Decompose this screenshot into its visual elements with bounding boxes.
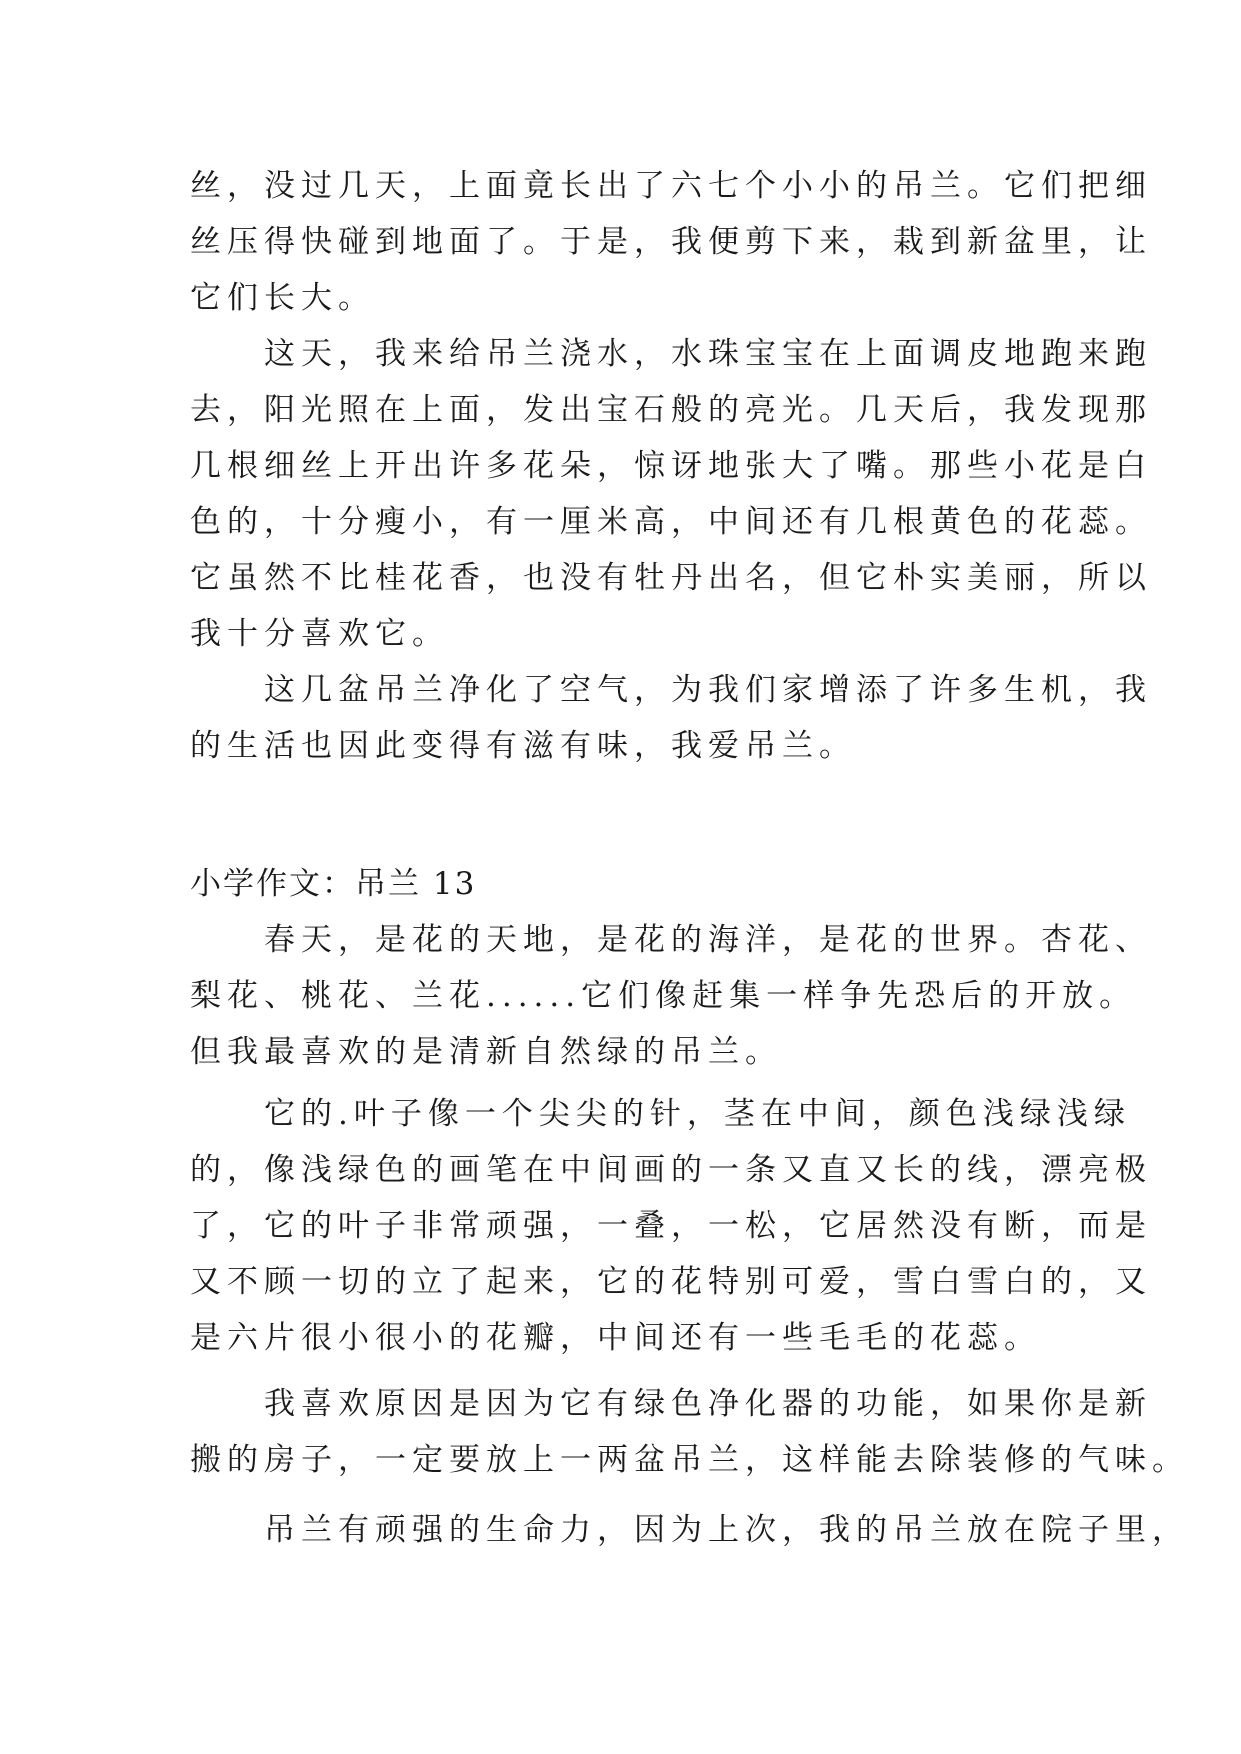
text-line: 它们长大。 [190, 280, 375, 316]
text-line: 几根细丝上开出许多花朵，惊讶地张大了嘴。那些小花是白 [190, 448, 1152, 484]
text-line: 丝，没过几天，上面竟长出了六七个小小的吊兰。它们把细 [190, 168, 1152, 204]
text-line: 这几盆吊兰净化了空气，为我们家增添了许多生机，我 [190, 672, 1152, 708]
text-line: 春天，是花的天地，是花的海洋，是花的世界。杏花、 [190, 922, 1152, 958]
text-line: 我喜欢原因是因为它有绿色净化器的功能，如果你是新 [190, 1386, 1152, 1422]
text-line: 去，阳光照在上面，发出宝石般的亮光。几天后，我发现那 [190, 392, 1152, 428]
text-line: 色的，十分瘦小，有一厘米高，中间还有几根黄色的花蕊。 [190, 504, 1152, 540]
text-line: 搬的房子，一定要放上一两盆吊兰，这样能去除装修的气味。 [190, 1442, 1189, 1478]
text-line: 的生活也因此变得有滋有味，我爱吊兰。 [190, 728, 856, 764]
text-line: 它的.叶子像一个尖尖的针，茎在中间，颜色浅绿浅绿 [190, 1096, 1131, 1132]
text-line: 但我最喜欢的是清新自然绿的吊兰。 [190, 1034, 782, 1070]
text-line: 吊兰有顽强的生命力，因为上次，我的吊兰放在院子里， [190, 1512, 1189, 1548]
text-line: 我十分喜欢它。 [190, 616, 449, 652]
text-line: 的，像浅绿色的画笔在中间画的一条又直又长的线，漂亮极 [190, 1152, 1152, 1188]
text-line: 又不顾一切的立了起来，它的花特别可爱，雪白雪白的，又 [190, 1264, 1152, 1300]
text-line: 了，它的叶子非常顽强，一叠，一松，它居然没有断，而是 [190, 1208, 1152, 1244]
text-line: 这天，我来给吊兰浇水，水珠宝宝在上面调皮地跑来跑 [190, 336, 1152, 372]
text-line: 它虽然不比桂花香，也没有牡丹出名，但它朴实美丽，所以 [190, 560, 1152, 596]
text-line: 丝压得快碰到地面了。于是，我便剪下来，栽到新盆里，让 [190, 224, 1152, 260]
text-line: 梨花、桃花、兰花......它们像赶集一样争先恐后的开放。 [190, 978, 1137, 1014]
section-heading: 小学作文：吊兰 13 [190, 866, 477, 902]
text-line: 是六片很小很小的花瓣，中间还有一些毛毛的花蕊。 [190, 1320, 1041, 1356]
